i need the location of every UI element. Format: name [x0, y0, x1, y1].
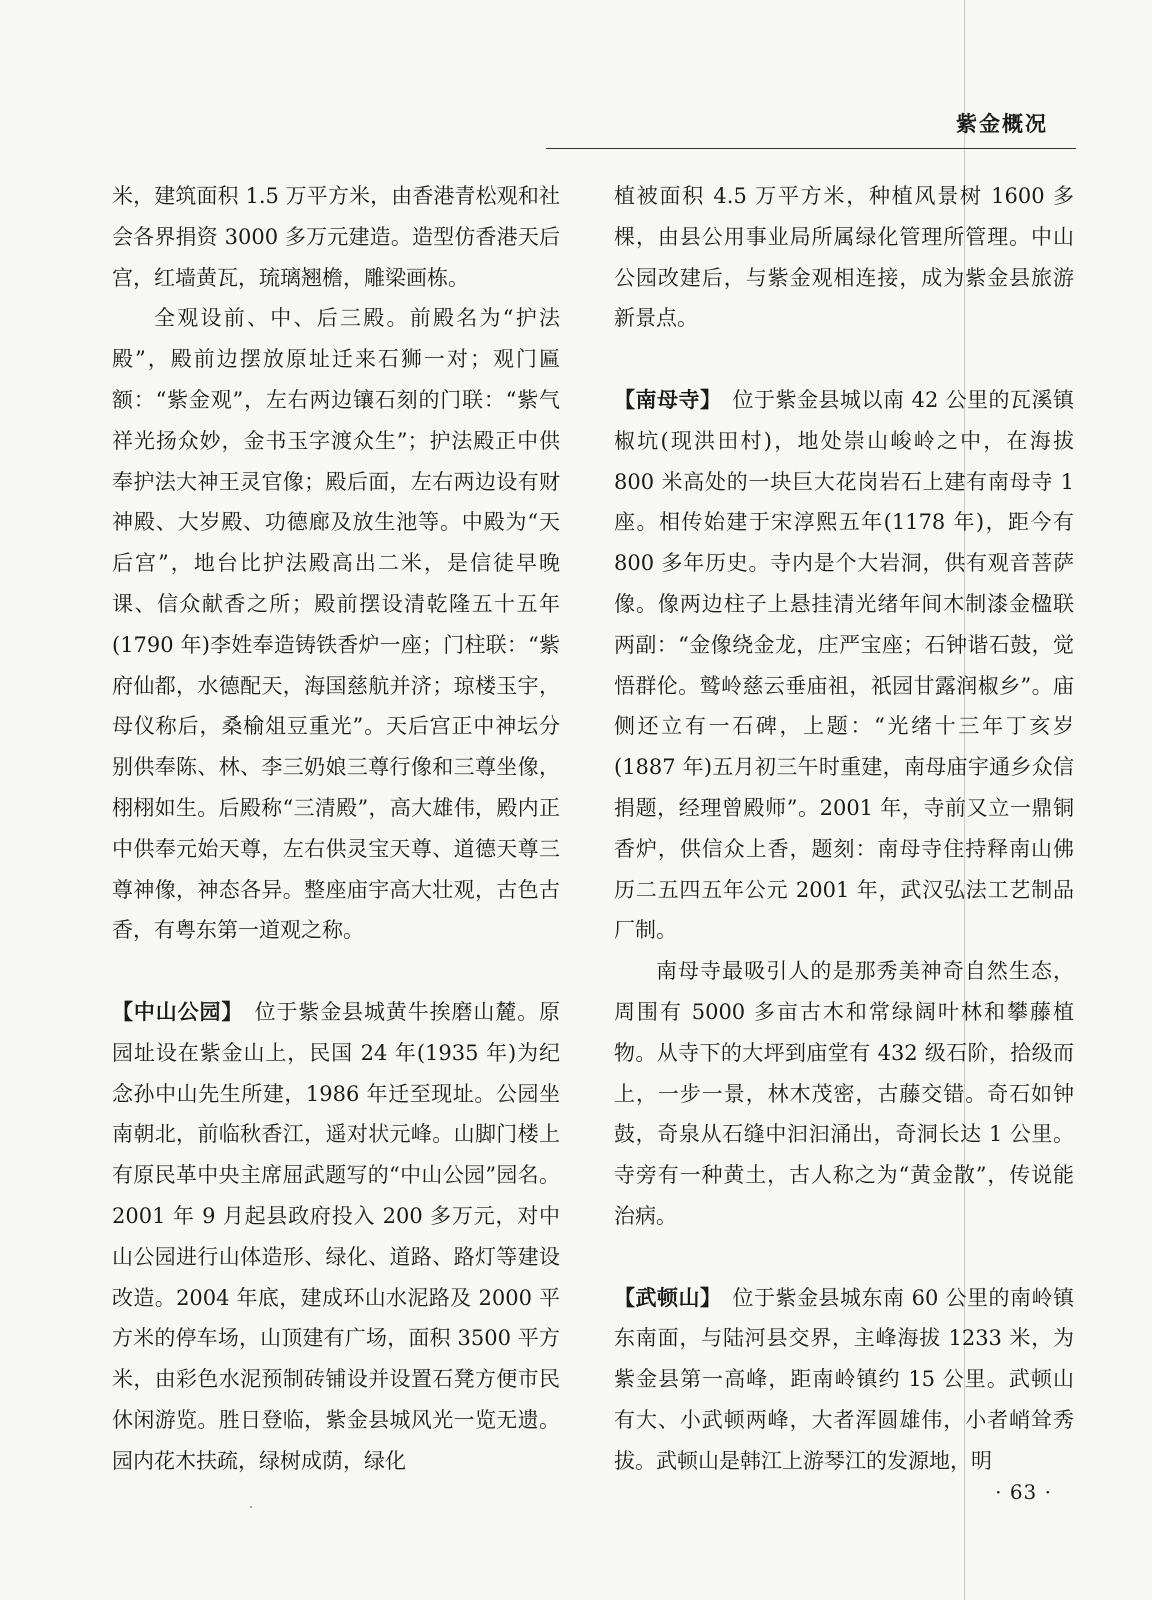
- entry-title: 【武顿山】: [614, 1285, 711, 1310]
- entry-zhongshan-park: [112, 992, 560, 1482]
- right-column: [614, 176, 1074, 1482]
- page-number: · 63 ·: [995, 1480, 1052, 1504]
- entry-text: 位于紫金县城东南 60 公里的南岭镇东南面，与陆河县交界，主峰海拔 1233 米，为紫金县第一高峰，距南岭镇约 15 公里。武顿山有大、小武顿两峰，大者浑圆雄伟，小者峭耸秀拔。武顿山是韩江上游琴江的发源地，明: [614, 1285, 1074, 1473]
- paragraph: 南母寺最吸引人的是那秀美神奇自然生态，周围有 5000 多亩古木和常绿阔叶林和攀藤植物。从寺下的大坪到庙堂有 432 级石阶，拾级而上，一步一景，林木茂密，古藤交错。奇石如钟鼓，奇泉从石缝中汩汩涌出，奇洞长达 1 公里。寺旁有一种黄土，古人称之为“黄金散”，传说能治病。: [614, 959, 1074, 1228]
- section-header-title: 紫金概况: [956, 112, 1048, 136]
- paragraph-gap: [614, 1237, 1074, 1278]
- entry-title: 【南母寺】: [614, 387, 711, 412]
- paragraph-gap: [614, 339, 1074, 380]
- left-column: [112, 176, 560, 1482]
- paragraph: 米，建筑面积 1.5 万平方米，由香港青松观和社会各界捐资 3000 多万元建造。造型仿香港天后宫，红墙黄瓦，琉璃翘檐，雕梁画栋。: [112, 184, 560, 290]
- paragraph-gap: [112, 951, 560, 992]
- entry-title: 【中山公园】: [112, 999, 233, 1024]
- entry-wudun-mountain: [614, 1278, 1074, 1482]
- header-rule: [546, 148, 1076, 149]
- scan-speck: [250, 1506, 252, 1508]
- paragraph: 植被面积 4.5 万平方米，种植风景树 1600 多棵，由县公用事业局所属绿化管理所管理。中山公园改建后，与紫金观相连接，成为紫金县旅游新景点。: [614, 184, 1074, 331]
- entry-nanmu-temple: [614, 380, 1074, 951]
- entry-text: 位于紫金县城黄牛挨磨山麓。原园址设在紫金山上，民国 24 年(1935 年)为纪念孙中山先生所建，1986 年迁至现址。公园坐南朝北，前临秋香江，遥对状元峰。山脚门楼上有原民革中央主席屈武题写的“中山公园”园名。2001 年 9 月起县政府投入 200 多万元，对中山公园进行山体造形、绿化、道路、路灯等建设改造。2004 年底，建成环山水泥路及 2000 平方米的停车场，山顶建有广场，面积 3500 平方米，由彩色水泥预制砖铺设并设置石凳方便市民休闲游览。胜日登临，紫金县城风光一览无遗。园内花木扶疏，绿树成荫，绿化: [112, 999, 560, 1473]
- paragraph: 全观设前、中、后三殿。前殿名为“护法殿”，殿前边摆放原址迁来石狮一对；观门匾额：“紫金观”，左右两边镶石刻的门联：“紫气祥光扬众妙，金书玉字渡众生”；护法殿正中供奉护法大神王灵官像；殿后面，左右两边设有财神殿、大岁殿、功德廊及放生池等。中殿为“天后宫”，地台比护法殿高出二米，是信徒早晚课、信众献香之所；殿前摆设清乾隆五十五年(1790 年)李姓奉造铸铁香炉一座；门柱联：“紫府仙都，水德配天，海国慈航并济；琼楼玉宇，母仪称后，桑榆俎豆重光”。天后宫正中神坛分别供奉陈、林、李三奶娘三尊行像和三尊坐像，栩栩如生。后殿称“三清殿”，高大雄伟，殿内正中供奉元始天尊，左右供灵宝天尊、道德天尊三尊神像，神态各异。整座庙宇高大壮观，古色古香，有粤东第一道观之称。: [112, 306, 560, 943]
- entry-text: 位于紫金县城以南 42 公里的瓦溪镇椒坑(现洪田村)，地处崇山峻岭之中，在海拔 800 米高处的一块巨大花岗岩石上建有南母寺 1 座。相传始建于宋淳熙五年(1178 年)，距今有 800 多年历史。寺内是个大岩洞，供有观音菩萨像。像两边柱子上悬挂清光绪年间木制漆金楹联两副：“金像绕金龙，庄严宝座；石钟谐石鼓，觉悟群伦。鹫岭慈云垂庙祖，祇园甘露润椒乡”。庙侧还立有一石碑，上题：“光绪十三年丁亥岁(1887 年)五月初三午时重建，南母庙宇通乡众信捐题，经理曾殿师”。2001 年，寺前又立一鼎铜香炉，供信众上香，题刻：南母寺住持释南山佛历二五四五年公元 2001 年，武汉弘法工艺制品厂制。: [614, 387, 1074, 943]
